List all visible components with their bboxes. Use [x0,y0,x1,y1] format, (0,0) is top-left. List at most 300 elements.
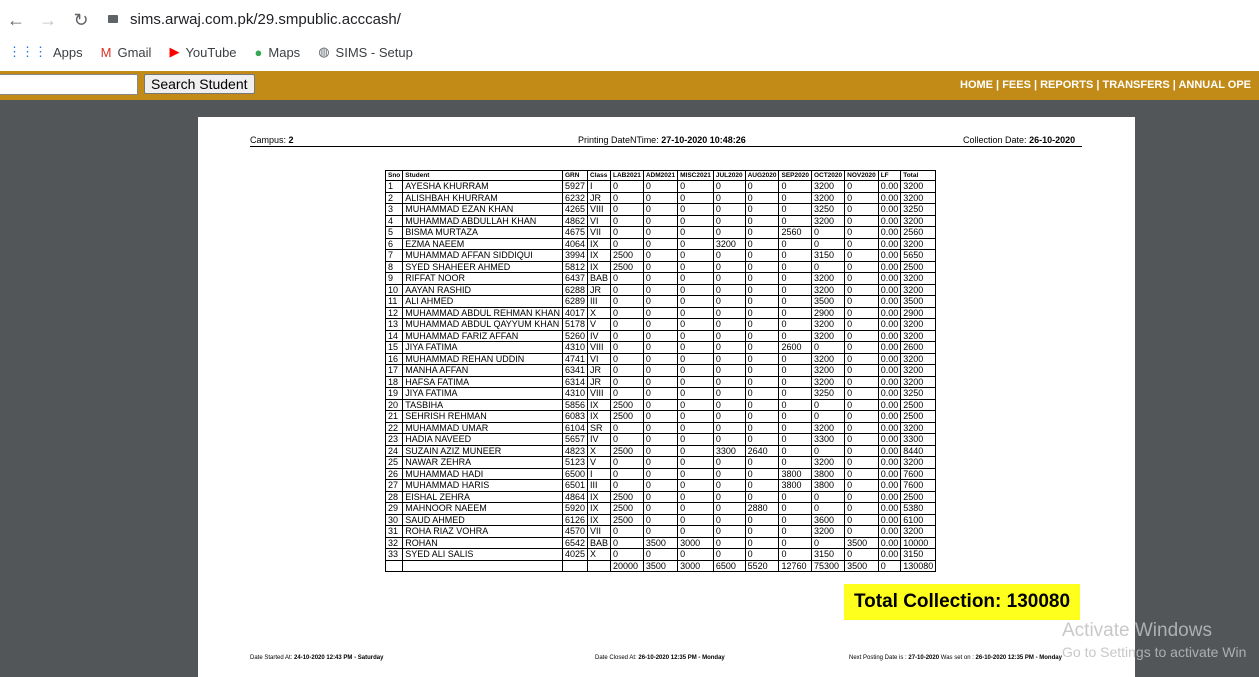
table-cell: 3200 [713,238,745,250]
top-navigation[interactable]: HOME | FEES | REPORTS | TRANSFERS | ANNUAL OPE [960,79,1252,91]
table-cell: 0 [779,526,811,538]
table-cell: 0 [678,457,714,469]
student-search-input[interactable] [0,74,138,95]
forward-arrow-icon[interactable]: → [39,10,57,30]
table-cell: ROHA RIAZ VOHRA [403,526,563,538]
table-cell: 4570 [562,526,587,538]
table-cell: 0 [845,215,879,227]
table-cell: 0 [845,376,879,388]
table-cell: 0 [845,181,879,193]
column-header: Class [588,171,611,181]
table-cell: BAB [588,273,611,285]
table-cell: 5927 [562,181,587,193]
table-cell: 0 [713,353,745,365]
table-row [386,238,936,250]
table-cell: 3200 [811,319,844,331]
table-cell: 0 [779,307,811,319]
table-cell: 0 [713,365,745,377]
total-cell: 3500 [845,560,879,572]
table-cell: 0 [779,399,811,411]
table-cell: 30 [386,514,403,526]
table-cell: 9 [386,273,403,285]
table-cell: 3200 [811,376,844,388]
date-closed: Date Closed At: 26-10-2020 12:35 PM - Monday [595,655,725,661]
table-cell: IX [588,399,611,411]
table-cell: AAYAN RASHID [403,284,563,296]
table-cell: 0.00 [878,457,901,469]
table-cell: 0 [643,307,677,319]
table-cell: 2500 [611,445,644,457]
table-cell: 6100 [901,514,936,526]
back-arrow-icon[interactable]: ← [7,10,25,30]
table-cell: 0 [845,353,879,365]
table-cell: 0.00 [878,468,901,480]
table-cell: 0 [811,445,844,457]
table-cell: MUHAMMAD HARIS [403,480,563,492]
date-started: Date Started At: 24-10-2020 12:43 PM - Saturday [250,655,384,661]
table-cell: 5 [386,227,403,239]
table-row [386,284,936,296]
table-cell: SAUD AHMED [403,514,563,526]
table-cell: 3300 [713,445,745,457]
activate-windows-title: Activate Windows [1062,620,1212,641]
table-cell: 2500 [611,399,644,411]
total-cell [562,560,587,572]
table-cell: IX [588,491,611,503]
table-cell: 0 [745,296,779,308]
column-header: NOV2020 [845,171,879,181]
table-cell: 0 [745,330,779,342]
table-cell: 0 [713,503,745,515]
table-cell: 0 [713,514,745,526]
table-cell: NAWAR ZEHRA [403,457,563,469]
table-cell: AYESHA KHURRAM [403,181,563,193]
table-cell: IV [588,434,611,446]
table-cell: 3000 [678,537,714,549]
table-cell: 0 [643,503,677,515]
table-cell: 3200 [811,181,844,193]
table-cell: 0 [779,192,811,204]
table-cell: 32 [386,537,403,549]
table-cell: 3200 [901,319,936,331]
table-cell: 0 [811,227,844,239]
table-cell: 3200 [901,526,936,538]
table-cell: 0 [643,319,677,331]
table-cell: 3200 [811,273,844,285]
table-cell: 0.00 [878,319,901,331]
table-cell: 3200 [901,330,936,342]
table-cell: 0 [845,307,879,319]
table-cell: MUHAMMAD REHAN UDDIN [403,353,563,365]
table-cell: 0 [745,422,779,434]
table-cell: SYED ALI SALIS [403,549,563,561]
table-cell: 0 [678,181,714,193]
table-cell: 0 [713,284,745,296]
table-cell: 3200 [901,353,936,365]
table-cell: RIFFAT NOOR [403,273,563,285]
table-cell: 0 [779,411,811,423]
table-cell: 0 [611,215,644,227]
table-cell: 0 [845,284,879,296]
table-cell: 0 [779,273,811,285]
table-cell: 0 [779,434,811,446]
table-cell: 0 [779,296,811,308]
table-cell: 5920 [562,503,587,515]
table-cell: 0 [678,192,714,204]
table-cell: MUHAMMAD UMAR [403,422,563,434]
table-row [386,503,936,515]
table-row [386,353,936,365]
table-cell: 0 [713,480,745,492]
table-cell: 0 [611,365,644,377]
table-cell: 0 [643,273,677,285]
bookmarks-bar [8,40,431,64]
table-cell: 0.00 [878,227,901,239]
table-cell: MANHA AFFAN [403,365,563,377]
table-cell: 5178 [562,319,587,331]
table-cell: 8 [386,261,403,273]
table-cell: 0 [643,215,677,227]
table-cell: 2560 [901,227,936,239]
table-cell: 0 [745,204,779,216]
table-cell: I [588,181,611,193]
table-cell: 2880 [745,503,779,515]
table-cell: 0.00 [878,261,901,273]
table-row [386,388,936,400]
table-cell: 3800 [811,468,844,480]
table-cell: 0 [713,215,745,227]
table-cell: 3800 [811,480,844,492]
bookmark-youtube[interactable] [169,44,236,60]
table-row [386,526,936,538]
table-cell: 2500 [611,503,644,515]
table-row [386,422,936,434]
table-cell: 6542 [562,537,587,549]
table-cell: 0 [643,388,677,400]
table-cell: 0 [779,250,811,262]
table-cell: 6104 [562,422,587,434]
table-cell: 0 [779,445,811,457]
table-cell: 0 [779,537,811,549]
table-cell: 3250 [811,204,844,216]
table-row [386,250,936,262]
table-row [386,204,936,216]
table-cell: 14 [386,330,403,342]
table-cell: SR [588,422,611,434]
table-cell: HAFSA FATIMA [403,376,563,388]
table-cell: III [588,480,611,492]
bookmark-gmail[interactable] [101,45,152,60]
total-cell: 130080 [901,560,936,572]
table-cell: 7600 [901,468,936,480]
table-cell: 0 [745,181,779,193]
table-cell: 12 [386,307,403,319]
table-row [386,261,936,273]
table-cell: IX [588,503,611,515]
table-cell: 0 [643,261,677,273]
table-cell: 0 [643,238,677,250]
table-cell: 0 [845,388,879,400]
table-cell: 0 [779,319,811,331]
table-cell: 0 [745,457,779,469]
campus-info: Campus: 2 [250,135,294,145]
table-cell: 3200 [901,238,936,250]
table-cell: 0 [678,342,714,354]
table-cell: EISHAL ZEHRA [403,491,563,503]
table-cell: 0.00 [878,342,901,354]
table-cell: MUHAMMAD ABDUL REHMAN KHAN [403,307,563,319]
table-cell: 0 [745,342,779,354]
table-cell: IX [588,261,611,273]
table-cell: 0 [678,422,714,434]
table-cell: 0 [643,457,677,469]
table-cell: 5657 [562,434,587,446]
table-cell: 29 [386,503,403,515]
table-cell: 1 [386,181,403,193]
table-cell: 0 [678,353,714,365]
table-cell: 19 [386,388,403,400]
table-cell: 0 [678,549,714,561]
table-cell: 0 [713,434,745,446]
table-cell: 0 [745,480,779,492]
table-cell: 0 [845,480,879,492]
table-cell: 0 [745,261,779,273]
bookmark-apps[interactable] [8,44,83,60]
column-header: AUG2020 [745,171,779,181]
table-cell: 0 [678,434,714,446]
activate-windows-subtitle: Go to Settings to activate Win [1062,644,1247,660]
table-cell: 0.00 [878,296,901,308]
table-cell: 0 [643,434,677,446]
address-bar[interactable] [108,6,1258,34]
bookmark-maps[interactable] [255,45,301,60]
table-row [386,307,936,319]
table-row [386,411,936,423]
table-cell: 0 [713,468,745,480]
table-cell: 0 [745,537,779,549]
column-header: Sno [386,171,403,181]
table-cell: 0 [845,445,879,457]
table-cell: 2500 [611,261,644,273]
table-cell: 6289 [562,296,587,308]
table-cell: 0 [611,480,644,492]
table-cell: 0 [745,388,779,400]
table-cell: 3200 [811,365,844,377]
table-cell: 13 [386,319,403,331]
table-cell: 4017 [562,307,587,319]
table-cell: 0 [643,422,677,434]
table-cell: SYED SHAHEER AHMED [403,261,563,273]
table-cell: 0 [713,388,745,400]
table-cell: IX [588,250,611,262]
table-row [386,181,936,193]
table-cell: 0 [713,273,745,285]
gmail-icon: M [100,44,112,60]
table-cell: 31 [386,526,403,538]
table-cell: VI [588,215,611,227]
table-cell: 0.00 [878,411,901,423]
table-cell: 0.00 [878,434,901,446]
table-cell: 0 [745,215,779,227]
table-cell: 0 [845,319,879,331]
table-cell: 0 [713,319,745,331]
table-cell: 0 [779,491,811,503]
table-cell: 23 [386,434,403,446]
table-cell: 15 [386,342,403,354]
total-cell: 3500 [643,560,677,572]
totals-row [386,560,936,572]
table-cell: 3200 [811,422,844,434]
column-header: ADM2021 [643,171,677,181]
table-cell: 0 [745,468,779,480]
table-cell: 0 [713,411,745,423]
table-cell: 0.00 [878,422,901,434]
table-cell: 0.00 [878,399,901,411]
column-header: Total [901,171,936,181]
column-header: SEP2020 [779,171,811,181]
table-cell: 20 [386,399,403,411]
table-cell: 0 [678,330,714,342]
table-cell: 0 [678,503,714,515]
table-cell: 0 [745,411,779,423]
table-cell: 0.00 [878,365,901,377]
table-cell: 0 [845,238,879,250]
table-cell: 0 [643,468,677,480]
table-cell: 0.00 [878,273,901,285]
bookmark-label: Apps [53,44,83,60]
table-row [386,514,936,526]
table-cell: 27 [386,480,403,492]
table-cell: 0 [845,365,879,377]
table-cell: 2560 [779,227,811,239]
total-cell: 3000 [678,560,714,572]
table-cell: 0 [611,238,644,250]
printing-datetime: Printing DateNTime: 27-10-2020 10:48:26 [578,135,746,145]
table-cell: 0 [779,457,811,469]
table-cell: MUHAMMAD ABDUL QAYYUM KHAN [403,319,563,331]
table-cell: 6288 [562,284,587,296]
table-cell: 0 [845,503,879,515]
table-cell: 0 [678,273,714,285]
table-cell: X [588,549,611,561]
table-cell: 16 [386,353,403,365]
table-cell: X [588,445,611,457]
table-cell: 0 [745,526,779,538]
table-cell: 2500 [901,261,936,273]
table-cell: 3500 [901,296,936,308]
table-cell: 11 [386,296,403,308]
table-cell: 0 [611,204,644,216]
table-cell: 0 [678,411,714,423]
table-cell: 0 [811,342,844,354]
table-cell: 0 [611,526,644,538]
table-cell: 0 [713,227,745,239]
table-cell: 0 [779,376,811,388]
table-cell: 3200 [901,376,936,388]
table-cell: 3200 [811,457,844,469]
table-cell: 0 [745,399,779,411]
table-cell: 0 [611,457,644,469]
table-row [386,457,936,469]
table-cell: 0.00 [878,445,901,457]
table-cell: 0 [845,399,879,411]
table-cell: 0 [779,514,811,526]
table-cell: 5812 [562,261,587,273]
table-cell: 0 [745,491,779,503]
table-cell: 0 [678,204,714,216]
table-cell: 0 [779,204,811,216]
table-cell: 0.00 [878,330,901,342]
table-cell: ALI AHMED [403,296,563,308]
search-student-button[interactable]: Search Student [144,74,255,94]
table-cell: BISMA MURTAZA [403,227,563,239]
table-cell: 0.00 [878,181,901,193]
table-cell: 0 [713,457,745,469]
total-cell: 6500 [713,560,745,572]
table-cell: 6232 [562,192,587,204]
table-cell: 0 [611,284,644,296]
table-cell: 6500 [562,468,587,480]
table-cell: 2500 [901,491,936,503]
table-header-row [386,171,936,181]
table-cell: 3600 [811,514,844,526]
table-cell: 0 [713,549,745,561]
table-cell: 3150 [901,549,936,561]
table-cell: 6341 [562,365,587,377]
table-cell: 0 [643,491,677,503]
table-cell: 6126 [562,514,587,526]
table-cell: 0.00 [878,204,901,216]
reload-icon[interactable]: ↻ [73,10,89,30]
table-cell: 0 [745,319,779,331]
table-row [386,227,936,239]
table-cell: 0 [643,227,677,239]
table-cell: 0 [643,330,677,342]
table-cell: 4741 [562,353,587,365]
table-cell: 0.00 [878,215,901,227]
table-cell: X [588,307,611,319]
table-cell: VI [588,353,611,365]
table-cell: 0 [845,411,879,423]
table-cell: 0 [678,296,714,308]
column-header: JUL2020 [713,171,745,181]
table-cell: 0 [678,215,714,227]
table-cell: 0 [779,422,811,434]
table-cell: 0 [811,537,844,549]
table-cell: 0 [811,238,844,250]
table-cell: 0 [643,192,677,204]
table-row [386,296,936,308]
table-cell: 0 [779,388,811,400]
table-row [386,445,936,457]
table-cell: 22 [386,422,403,434]
table-cell: 0 [713,192,745,204]
table-row [386,365,936,377]
table-cell: 0 [713,261,745,273]
table-cell: III [588,296,611,308]
table-cell: 0 [713,204,745,216]
table-cell: 0 [611,342,644,354]
table-cell: MUHAMMAD AFFAN SIDDIQUI [403,250,563,262]
table-cell: 0 [678,261,714,273]
table-cell: 17 [386,365,403,377]
table-row [386,468,936,480]
bookmark-sims-setup[interactable] [318,44,413,60]
table-cell: 5856 [562,399,587,411]
table-cell: 3200 [811,330,844,342]
table-cell: 0 [845,330,879,342]
table-cell: 3 [386,204,403,216]
